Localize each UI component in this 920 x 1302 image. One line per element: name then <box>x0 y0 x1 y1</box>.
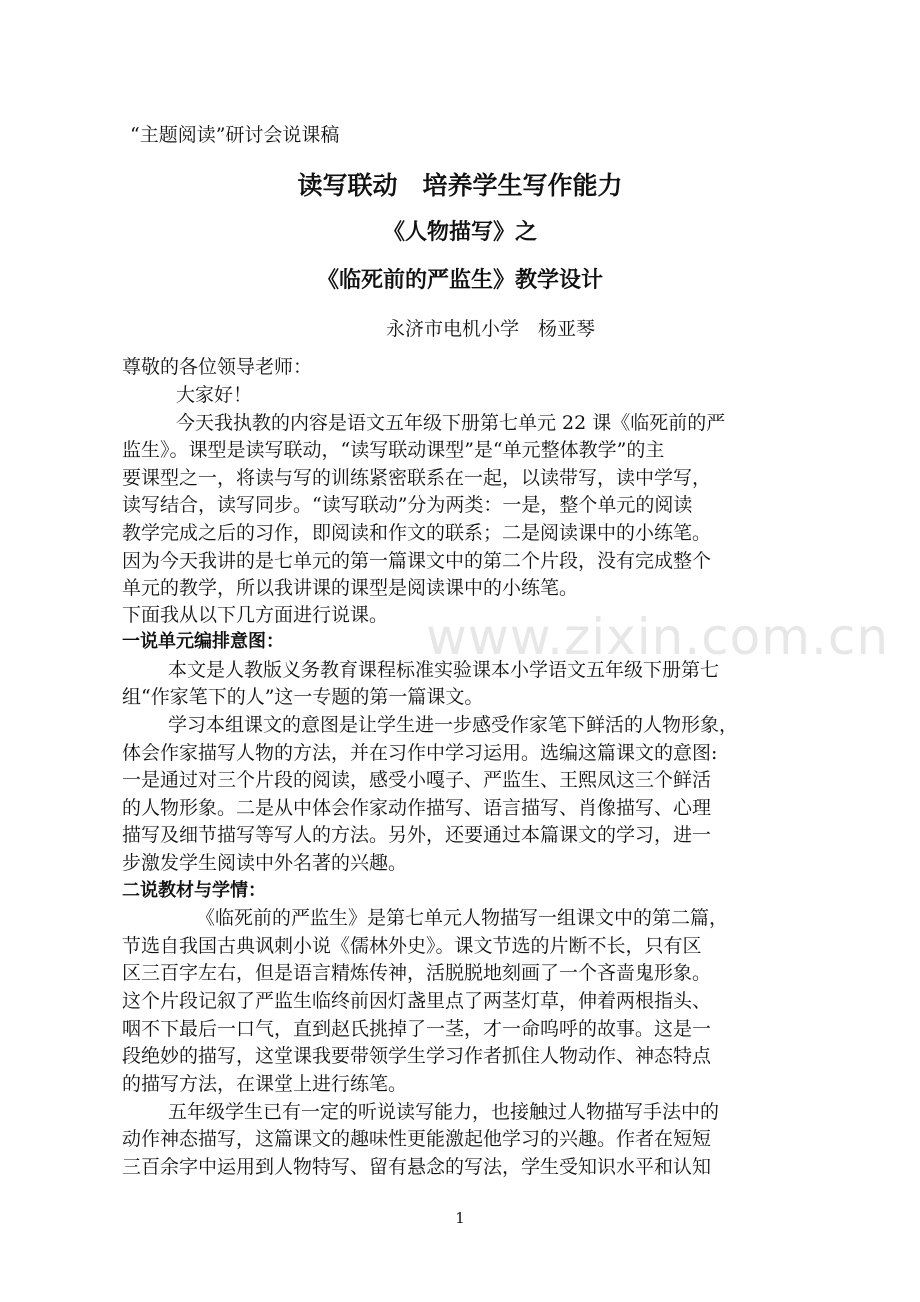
paragraph-line: 三百余字中运用到人物特写、留有悬念的写法，学生受知识水平和认知 <box>122 1156 712 1178</box>
author-line: 永济市电机小学 杨亚琴 <box>386 318 596 340</box>
paragraph-line: 咽不下最后一口气，直到赵氏挑掉了一茎，才一命呜呼的故事。这是一 <box>122 1018 712 1040</box>
paragraph-line: 《临死前的严监生》是第七单元人物描写一组课文中的第二篇， <box>196 907 729 929</box>
intro-line: 监生》。课型是读写联动，“读写联动课型”是“单元整体教学”的主 <box>122 439 665 461</box>
paragraph-line: 描写及细节描写等写人的方法。另外，还要通过本篇课文的学习，进一 <box>122 824 712 846</box>
paragraph-line: 本文是人教版义务教育课程标准实验课本小学语文五年级下册第七 <box>168 659 720 681</box>
topic-line: “主题阅读”研讨会说课稿 <box>130 124 340 146</box>
hello-line: 大家好！ <box>176 384 253 406</box>
watermark-text: www.zixin.com.cn <box>426 608 890 666</box>
paragraph-line: 区三百字左右，但是语言精炼传神，活脱脱地刻画了一个吝啬鬼形象。 <box>122 962 712 984</box>
intro-line: 今天我执教的内容是语文五年级下册第七单元 22 课《临死前的严 <box>176 412 726 434</box>
paragraph-line: 一是通过对三个片段的阅读，感受小嘎子、严监生、王熙凤这三个鲜活 <box>122 769 712 791</box>
paragraph-line: 段绝妙的描写，这堂课我要带领学生学习作者抓住人物动作、神态特点 <box>122 1045 712 1067</box>
paragraph-line: 学习本组课文的意图是让学生进一步感受作家笔下鲜活的人物形象， <box>168 714 739 736</box>
intro-line: 单元的教学，所以我讲课的课型是阅读课中的小练笔。 <box>122 577 579 599</box>
intro-line: 教学完成之后的习作，即阅读和作文的联系；二是阅读课中的小练笔。 <box>122 522 712 544</box>
paragraph-line: 动作神态描写，这篇课文的趣味性更能激起他学习的兴趣。作者在短短 <box>122 1128 712 1150</box>
intro-line: 因为今天我讲的是七单元的第一篇课文中的第二个片段，没有完成整个 <box>122 550 712 572</box>
section-heading-unit-intent: 一说单元编排意图： <box>122 631 284 652</box>
paragraph-line: 五年级学生已有一定的听说读写能力，也接触过人物描写手法中的 <box>168 1101 720 1123</box>
paragraph-line: 步激发学生阅读中外名著的兴趣。 <box>122 852 408 874</box>
section-heading-material: 二说教材与学情： <box>122 880 266 901</box>
paragraph-line: 组“作家笔下的人”这一专题的第一篇课文。 <box>122 686 484 708</box>
document-title: 读写联动 培养学生写作能力 <box>297 171 623 200</box>
greeting: 尊敬的各位领导老师： <box>122 356 313 378</box>
paragraph-line: 的描写方法，在课堂上进行练笔。 <box>122 1073 408 1095</box>
paragraph-line: 的人物形象。二是从中体会作家动作描写、语言描写、肖像描写、心理 <box>122 797 712 819</box>
transition-line: 下面我从以下几方面进行说课。 <box>122 604 389 626</box>
page-number: 1 <box>455 1209 465 1227</box>
paragraph-line: 体会作家描写人物的方法，并在习作中学习运用。选编这篇课文的意图: <box>122 742 718 764</box>
intro-line: 读写结合，读写同步。“读写联动”分为两类：一是，整个单元的阅读 <box>122 494 693 516</box>
document-subtitle-1: 《人物描写》之 <box>382 220 537 245</box>
intro-line: 要课型之一，将读与写的训练紧密联系在一起，以读带写，读中学写， <box>122 467 712 489</box>
document-subtitle-2: 《临死前的严监生》教学设计 <box>316 268 603 293</box>
paragraph-line: 节选自我国古典讽刺小说《儒林外史》。课文节选的片断不长，只有区 <box>122 935 702 957</box>
paragraph-line: 这个片段记叙了严监生临终前因灯盏里点了两茎灯草，伸着两根指头、 <box>122 990 712 1012</box>
